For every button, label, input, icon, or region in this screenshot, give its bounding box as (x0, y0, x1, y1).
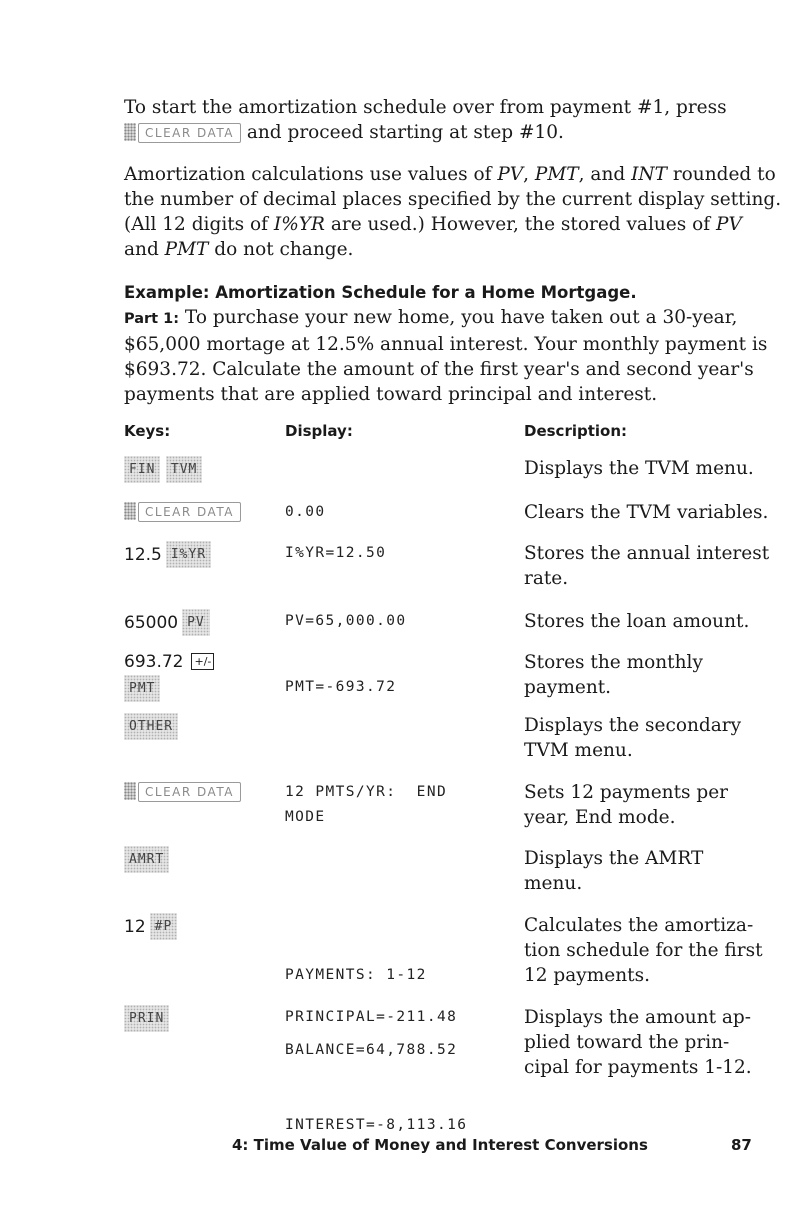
tvm-key: TVM (166, 456, 202, 483)
header-keys: Keys: (124, 422, 171, 440)
header-display: Display: (285, 422, 353, 440)
other-key: OTHER (124, 713, 178, 740)
display-readout: I%YR=12.50 (285, 545, 387, 561)
display-readout: 0.00 (285, 504, 326, 520)
example-title: Example: Amortization Schedule for a Home Mortgage. (124, 283, 637, 302)
table-row: CLEAR DATA 0.00 Clears the TVM variables. (124, 500, 764, 501)
num-payments-key: #P (150, 913, 178, 940)
display-readout: INTEREST=-8,113.16 (285, 1117, 468, 1133)
rounding-paragraph: Amortization calculations use values of PV, PMT, and INT rounded to the number of decimal places specified by the current display setting. (All 12 digits of I%YR are used.) However, the stored values of PV and PMT do not change. (124, 164, 782, 260)
example-section: Example: Amortization Schedule for a Home Mortgage. Part 1: To purchase your new home, you have taken out a 30-year, $65,000 mortage at 12.5% annual interest. Your monthly payment is $693.72. Calculate the amount of the first year's and second year's payments that are applied toward principal and interest. (124, 280, 764, 407)
fin-key: FIN (124, 456, 160, 483)
display-readout: MODE (285, 809, 326, 825)
pmt-key: PMT (124, 675, 160, 702)
display-readout: BALANCE=64,788.52 (285, 1042, 458, 1058)
intro-paragraph (124, 95, 764, 145)
iyr-key: I%YR (166, 541, 211, 568)
table-row: 12.5 I%YR I%YR=12.50 Stores the annual interest rate. (124, 543, 770, 589)
table-row: OTHER Displays the secondary TVM menu. (124, 713, 764, 714)
table-row: AMRT Displays the AMRT menu. (124, 846, 764, 847)
pv-key: PV (182, 609, 210, 636)
change-sign-key: +/- (191, 653, 214, 670)
chapter-footer: 4: Time Value of Money and Interest Conversions (232, 1136, 648, 1154)
clear-data-key: CLEAR DATA (138, 782, 241, 802)
clear-data-key: CLEAR DATA (138, 502, 241, 522)
intro-line-1: To start the amortization schedule over from payment #1, press (124, 97, 727, 118)
display-readout: 12 PMTS/YR: END (285, 784, 448, 800)
table-row: 693.72 +/- PMT PMT=-693.72 Stores the monthly payment. (124, 650, 764, 651)
intro-line-2: and proceed starting at step #10. (246, 122, 564, 143)
display-readout: PAYMENTS: 1-12 (285, 967, 427, 983)
shift-key-icon (124, 782, 136, 800)
amrt-key: AMRT (124, 846, 169, 873)
display-readout: PMT=-693.72 (285, 679, 397, 695)
page-number: 87 (731, 1136, 752, 1154)
table-row: 12 #P PAYMENTS: 1-12 BALANCE=64,788.52 INTEREST=-8,113.16 Calculates the amortiza- tion schedule for the first 12 payments. (124, 913, 764, 914)
table-row: FIN TVM Displays the TVM menu. (124, 456, 764, 457)
part-label: Part 1: (124, 311, 180, 327)
table-row: PRIN PRINCIPAL=-211.48 Displays the amount ap- plied toward the prin- cipal for payments 1-12. (124, 1005, 764, 1006)
table-row: 65000 PV PV=65,000.00 Stores the loan amount. (124, 609, 764, 610)
shift-key-icon (124, 123, 136, 141)
table-header (124, 422, 764, 440)
prin-key: PRIN (124, 1005, 169, 1032)
header-description: Description: (524, 422, 628, 440)
table-row: CLEAR DATA 12 PMTS/YR: END MODE Sets 12 payments per year, End mode. (124, 780, 764, 781)
display-readout: PV=65,000.00 (285, 613, 407, 629)
display-readout: PRINCIPAL=-211.48 (285, 1009, 458, 1025)
clear-data-key: CLEAR DATA (138, 123, 241, 143)
shift-key-icon (124, 502, 136, 520)
